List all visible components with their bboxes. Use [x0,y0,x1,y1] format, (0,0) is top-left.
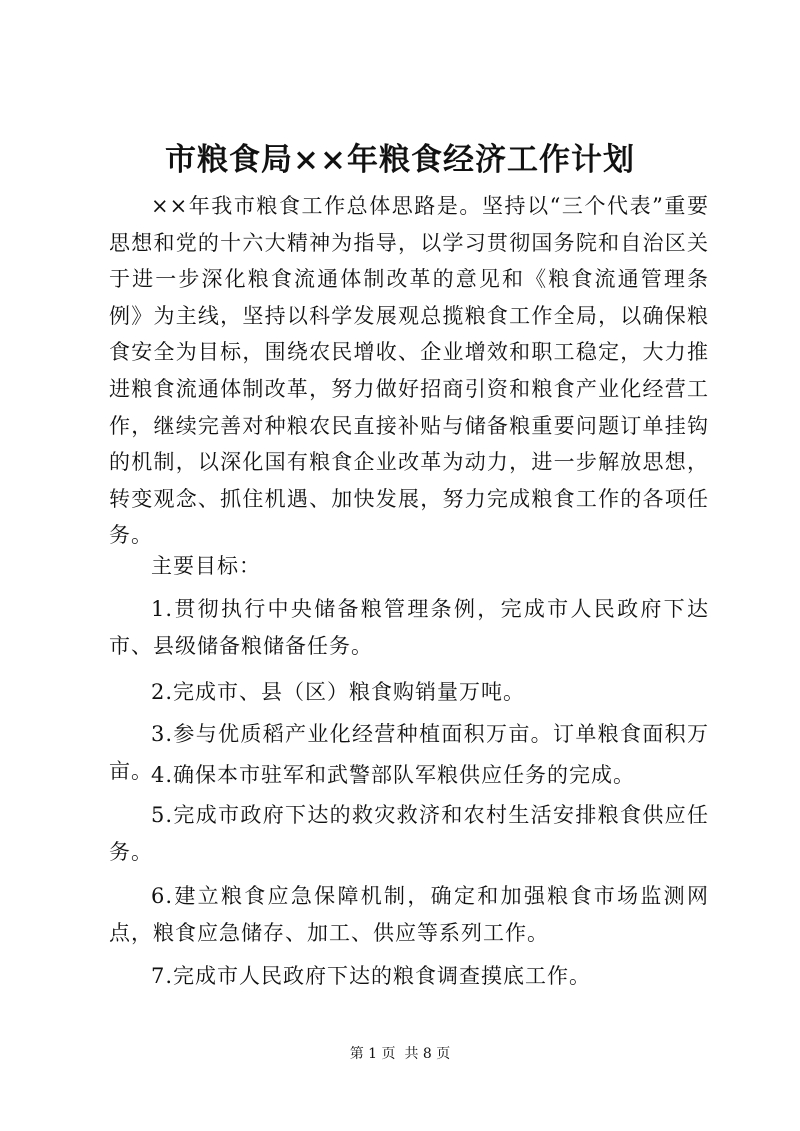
page-footer [0,1044,800,1064]
goal-item-5: 5.完成市政府下达的救灾救济和农村生活安排粮食供应任务。 [109,803,709,864]
goal-item-6: 6.建立粮食应急保障机制，确定和加强粮食市场监测网点，粮食应急储存、加工、供应等系列工作。 [109,884,709,945]
goal-item-3: 3.参与优质稻产业化经营种植面积万亩。订单粮食面积万亩。 [109,722,709,783]
page-number: 第 1 页 共 8 页 [349,1046,451,1062]
intro-paragraph: ××年我市粮食工作总体思路是。坚持以“三个代表”重要思想和党的十六大精神为指导，以学习贯彻国务院和自治区关于进一步深化粮食流通体制改革的意见和《粮食流通管理条例》为主线，坚持以科学发展观总揽粮食工作全局，以确保粮食安全为目标，围绕农民增收、企业增效和职工稳定，大力推进粮食流通体制改革，努力做好招商引资和粮食产业化经营工作，继续完善对种粮农民直接补贴与储备粮重要问题订单挂钩的机制，以深化国有粮食企业改革为动力，进一步解放思想，转变观念、抓住机遇、加快发展，努力完成粮食工作的各项任务。 [109,194,709,548]
goal-item-7: 7.完成市人民政府下达的粮食调查摸底工作。 [151,964,592,988]
document-title: 市粮食局××年粮食经济工作计划 [165,142,635,178]
goal-item-2: 2.完成市、县（区）粮食购销量万吨。 [151,680,526,704]
goals-heading: 主要目标： [151,554,261,578]
goal-item-1: 1.贯彻执行中央储备粮管理条例，完成市人民政府下达市、县级储备粮储备任务。 [109,597,709,658]
goal-item-4: 4.确保本市驻军和武警部队军粮供应任务的完成。 [151,763,636,787]
